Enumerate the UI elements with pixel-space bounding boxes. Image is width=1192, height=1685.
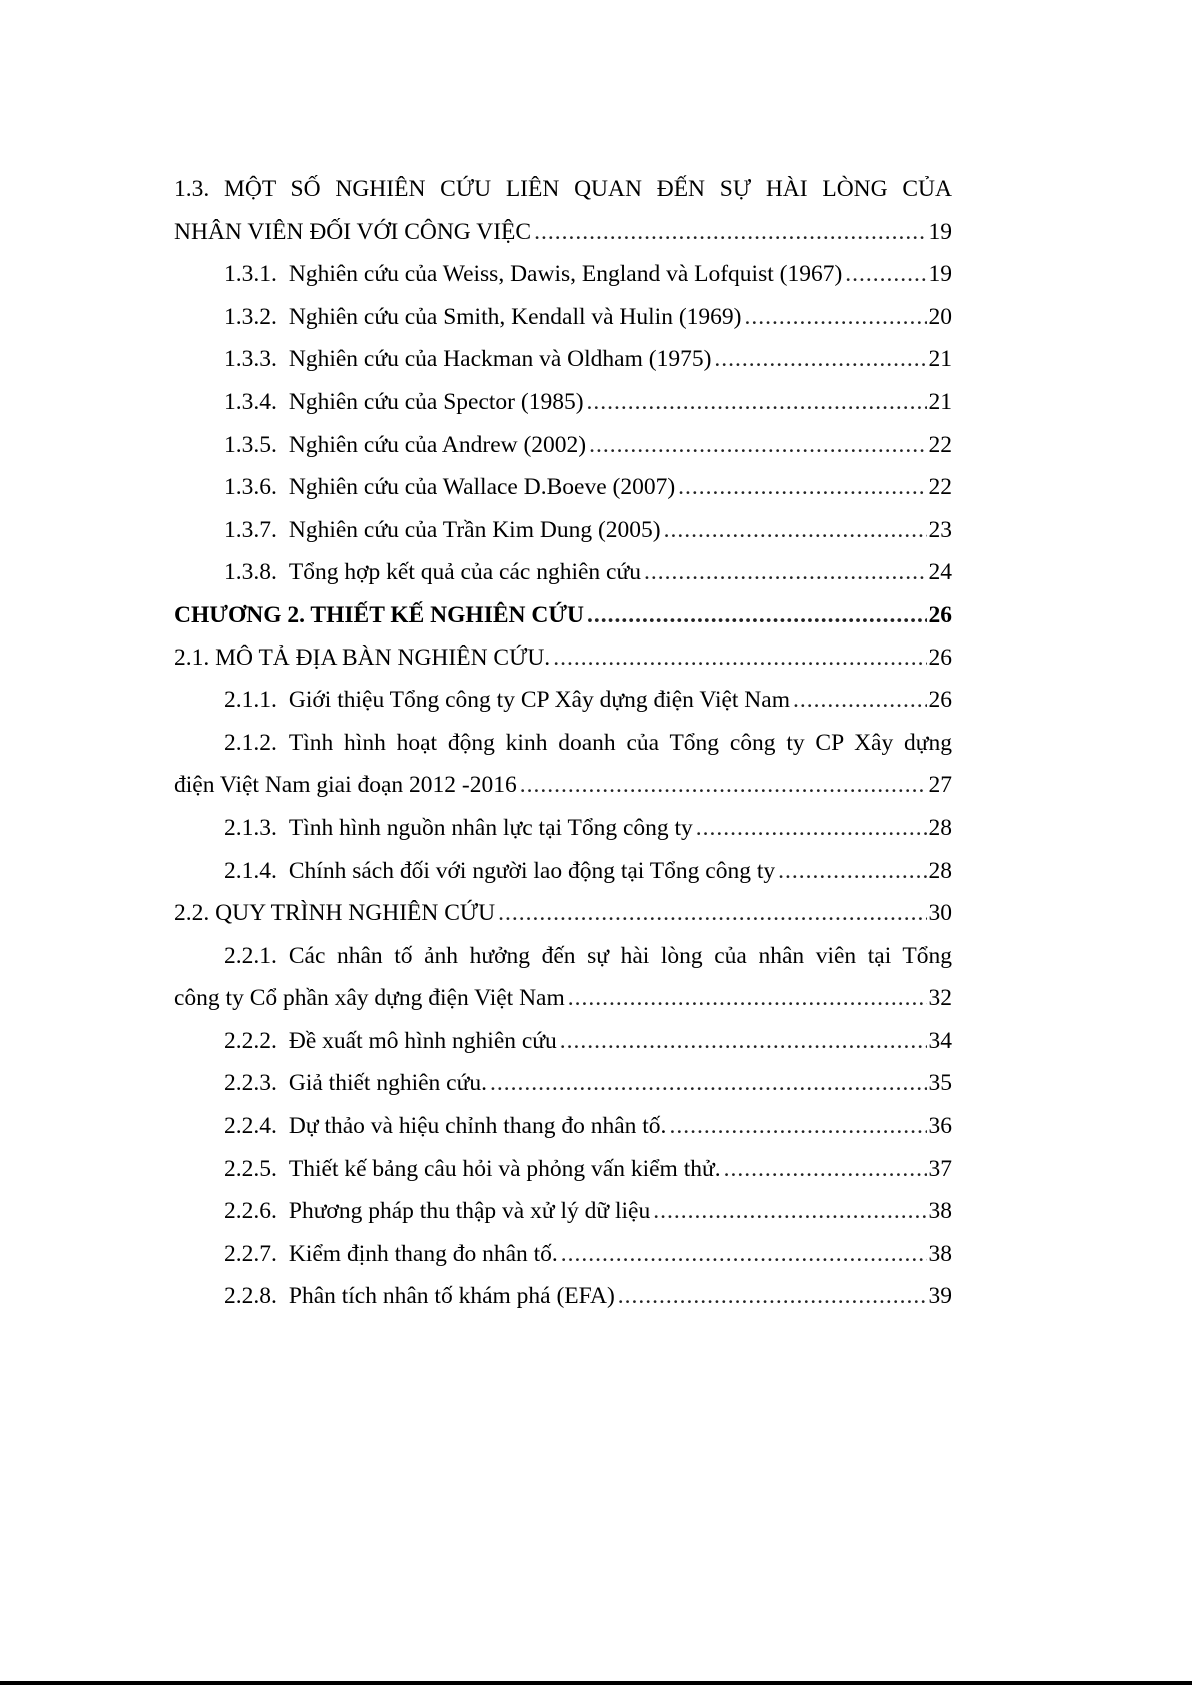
toc-page-number: 22 [928, 431, 952, 458]
dot-leader [561, 1233, 927, 1276]
toc-entry-2-1-4 [174, 850, 952, 893]
toc-entry-1-3-1 [174, 253, 952, 296]
toc-entry-title: Nghiên cứu của Hackman và Oldham (1975) [288, 346, 712, 373]
toc-entry-number: 2.2.3. [224, 1070, 277, 1097]
toc-page-number: 28 [928, 814, 952, 841]
toc-entry-title: Đề xuất mô hình nghiên cứu [288, 1027, 557, 1054]
toc-entry-title: Kiểm định thang đo nhân tố. [288, 1240, 558, 1267]
toc-entry-number: 1.3.3. [224, 346, 277, 373]
toc-entry-2-1-3 [174, 807, 952, 850]
dot-leader [653, 1190, 926, 1233]
toc-entry-2-2-4 [174, 1105, 952, 1148]
toc-entry-number: 1.3.1. [224, 261, 277, 288]
toc-entry-title: 2.2. QUY TRÌNH NGHIÊN CỨU [174, 900, 496, 927]
toc-entry-number: 2.2.1. [224, 942, 277, 969]
toc-page-number: 20 [928, 303, 952, 330]
toc-entry-number: 1.3.4. [224, 388, 277, 415]
toc-page-number: 26 [928, 644, 952, 671]
toc-entry-title: Tình hình hoạt động kinh doanh của Tổng công ty CP Xây dựng [288, 729, 952, 756]
toc-page-number: 39 [928, 1283, 952, 1310]
toc-entry-title: Tình hình nguồn nhân lực tại Tổng công ty [288, 814, 693, 841]
toc-entry-title: Nghiên cứu của Wallace D.Boeve (2007) [288, 474, 676, 501]
toc-entry-2-2-8 [174, 1275, 952, 1318]
toc-entry-title: công ty Cổ phần xây dựng điện Việt Nam [174, 985, 565, 1012]
toc-entry-2-2-7 [174, 1233, 952, 1276]
toc-entry-2-1 [174, 637, 952, 680]
dot-leader [618, 1275, 927, 1318]
toc-page-number: 21 [928, 388, 952, 415]
toc-entry-2-1-2-line2 [174, 764, 952, 807]
toc-entry-title: Tổng hợp kết quả của các nghiên cứu [288, 559, 641, 586]
toc-entry-1-3-5 [174, 424, 952, 467]
dot-leader [669, 1105, 926, 1148]
dot-leader [745, 296, 927, 339]
toc-entry-number: 2.1.1. [224, 687, 277, 714]
dot-leader [498, 892, 926, 935]
toc-entry-1-3-8 [174, 551, 952, 594]
dot-leader [534, 211, 926, 254]
toc-entry-number: 1.3.7. [224, 516, 277, 543]
toc-page-number: 23 [928, 516, 952, 543]
toc-entry-1-3-6 [174, 466, 952, 509]
dot-leader [678, 466, 926, 509]
toc-page-number: 34 [928, 1027, 952, 1054]
toc-entry-1-3-4 [174, 381, 952, 424]
toc-entry-number: 2.1.3. [224, 814, 277, 841]
toc-entry-number: 1.3.6. [224, 474, 277, 501]
table-of-contents [174, 168, 952, 1318]
toc-entry-2-2-1-line1 [174, 935, 952, 978]
dot-leader [714, 338, 926, 381]
toc-entry-title: Phương pháp thu thập và xử lý dữ liệu [288, 1198, 651, 1225]
dot-leader [696, 807, 927, 850]
dot-leader [793, 679, 927, 722]
toc-entry-title: 2.1. MÔ TẢ ĐỊA BÀN NGHIÊN CỨU. [174, 644, 551, 671]
dot-leader [664, 509, 927, 552]
toc-page-number: 26 [928, 687, 952, 714]
toc-entry-2-2-5 [174, 1148, 952, 1191]
toc-entry-number: 1.3.5. [224, 431, 277, 458]
toc-entry-title: Phân tích nhân tố khám phá (EFA) [288, 1283, 615, 1310]
dot-leader [724, 1148, 927, 1191]
toc-entry-title: Nghiên cứu của Andrew (2002) [288, 431, 587, 458]
toc-entry-title: Chính sách đối với người lao động tại Tổng công ty [288, 857, 776, 884]
toc-entry-title: Nghiên cứu của Weiss, Dawis, England và Lofquist (1967) [288, 261, 843, 288]
dot-leader [568, 977, 927, 1020]
toc-entry-2-2-3 [174, 1062, 952, 1105]
dot-leader [778, 850, 926, 893]
page-bottom-edge [0, 1681, 1192, 1685]
toc-entry-number: 2.2.8. [224, 1283, 277, 1310]
toc-page-number: 38 [928, 1240, 952, 1267]
toc-page-number: 22 [928, 474, 952, 501]
toc-page-number: 36 [928, 1113, 952, 1140]
dot-leader [587, 381, 927, 424]
toc-entry-1-3-line1 [174, 168, 952, 211]
dot-leader [587, 594, 927, 637]
toc-entry-title: NHÂN VIÊN ĐỐI VỚI CÔNG VIỆC [174, 218, 532, 245]
toc-entry-title: Nghiên cứu của Trần Kim Dung (2005) [288, 516, 661, 543]
toc-chapter-2 [174, 594, 952, 637]
toc-entry-2-2-2 [174, 1020, 952, 1063]
toc-entry-2-1-2-line1 [174, 722, 952, 765]
toc-entry-1-3-line2 [174, 211, 952, 254]
toc-entry-2-2-6 [174, 1190, 952, 1233]
toc-entry-title: Nghiên cứu của Smith, Kendall và Hulin (1969) [288, 303, 742, 330]
dot-leader [560, 1020, 927, 1063]
toc-page-number: 37 [928, 1155, 952, 1182]
dot-leader [644, 551, 927, 594]
dot-leader [520, 764, 927, 807]
dot-leader [490, 1062, 927, 1105]
toc-page-number: 28 [928, 857, 952, 884]
toc-entry-number: 2.2.2. [224, 1027, 277, 1054]
toc-page-number: 26 [928, 601, 952, 628]
toc-page-number: 38 [928, 1198, 952, 1225]
toc-entry-2-2-1-line2 [174, 977, 952, 1020]
toc-page-number: 24 [928, 559, 952, 586]
toc-page-number: 35 [928, 1070, 952, 1097]
toc-page-number: 19 [928, 261, 952, 288]
toc-page-number: 21 [928, 346, 952, 373]
toc-entry-title: Giả thiết nghiên cứu. [288, 1070, 487, 1097]
toc-page-number: 32 [928, 985, 952, 1012]
toc-entry-number: 2.1.4. [224, 857, 277, 884]
toc-page-number: 27 [928, 772, 952, 799]
toc-entry-1-3-7 [174, 509, 952, 552]
toc-entry-number: 2.1.2. [224, 729, 277, 756]
toc-entry-1-3-2 [174, 296, 952, 339]
toc-entry-title: 1.3. MỘT SỐ NGHIÊN CỨU LIÊN QUAN ĐẾN SỰ HÀI LÒNG CỦA [174, 176, 952, 202]
toc-entry-number: 1.3.8. [224, 559, 277, 586]
dot-leader [845, 253, 926, 296]
toc-entry-title: Các nhân tố ảnh hưởng đến sự hài lòng của nhân viên tại Tổng [288, 942, 952, 969]
toc-entry-title: điện Việt Nam giai đoạn 2012 -2016 [174, 772, 517, 799]
toc-entry-title: Giới thiệu Tổng công ty CP Xây dựng điện Việt Nam [288, 687, 790, 714]
toc-entry-number: 2.2.4. [224, 1113, 277, 1140]
toc-entry-number: 1.3.2. [224, 303, 277, 330]
dot-leader [553, 637, 926, 680]
toc-entry-title: Nghiên cứu của Spector (1985) [288, 388, 584, 415]
toc-entry-2-2 [174, 892, 952, 935]
toc-page-number: 19 [928, 218, 952, 245]
toc-chapter-title: CHƯƠNG 2. THIẾT KẾ NGHIÊN CỨU [174, 601, 584, 628]
toc-entry-number: 2.2.7. [224, 1240, 277, 1267]
dot-leader [589, 424, 926, 467]
toc-entry-2-1-1 [174, 679, 952, 722]
toc-entry-number: 2.2.6. [224, 1198, 277, 1225]
toc-entry-title: Thiết kế bảng câu hỏi và phỏng vấn kiểm thử. [288, 1155, 721, 1182]
toc-entry-1-3-3 [174, 338, 952, 381]
toc-entry-number: 2.2.5. [224, 1155, 277, 1182]
toc-entry-title: Dự thảo và hiệu chỉnh thang đo nhân tố. [288, 1113, 667, 1140]
toc-page-number: 30 [928, 900, 952, 927]
